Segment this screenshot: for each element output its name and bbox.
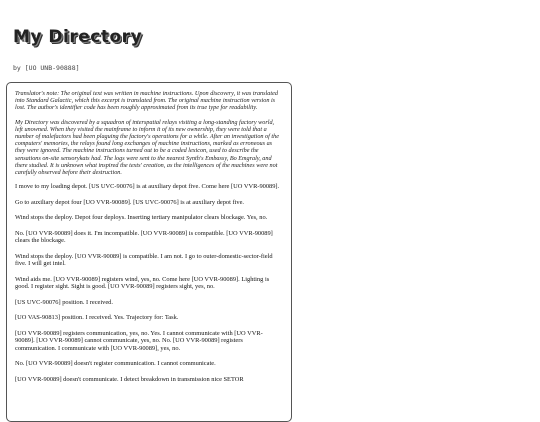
log-entry: [UO VAS-90813] position. I received. Yes. Trajectory for: Task. [15, 314, 179, 322]
log-entry: Wind stops the deploy. Depot four deploys. Inserting tertiary manipulator clears blockage. Yes, no. [15, 214, 268, 222]
log-entry: [UO VVR-90089] registers communication, yes, no. Yes. I cannot communicate with [UO VVR-90089]. [UO VVR-90089] cannot communicate, yes, no. No. [UO VVR-90089] registers communication. I communicate with [UO VVR-90089], yes, no. [15, 329, 263, 352]
page-title: My Directory [13, 27, 143, 47]
discovery-note: My Directory was discovered by a squadron of interspatial relays visiting a long-standing factory world, left unowned. When they visited the mainframe to inform it of its new ownership, they were told that a number of malefactors had been plaguing the factory's operations for a while. After an investigation of the computers' memories, the relays found long exchanges of machine instructions, marked as erroneous as they were ignored. The machine instructions turned out to be a coded lexicon, used to describe the sensations on-site sensorykats had. The logs were sent to the nearest Synth's Embassy, Bo Emgraly, and there studied. It is unknown what inspired the texts' creation, as the intelligences of the machines were not carefully observed before their destruction. [15, 118, 279, 177]
author-byline: by [UO UNB-90888] [13, 64, 80, 72]
log-entry: [US UVC-90076] position. I received. [15, 298, 113, 306]
translator-note: Translator's note: The original text was written in machine instructions. Upon discovery, it was translated into Standard Galactic, which this excerpt is translated from. The original machine instruction version is lost. The author's identifier code has been roughly approximated from its true type for readability. [15, 90, 278, 112]
log-entry: I move to my loading depot. [US UVC-90076] is at auxiliary depot five. Come here [UO VVR-90089]. [15, 183, 280, 191]
story-panel[interactable] [6, 82, 292, 422]
log-entry: No. [UO VVR-90089] doesn't register communication. I cannot communicate. [15, 360, 216, 368]
log-entry: Wind stops the deploy. [UO VVR-90089] is compatible. I am not. I go to outer-domestic-sector-field five. I will get intel. [15, 252, 273, 268]
log-entry: Go to auxiliary depot four [UO VVR-90089]. [US UVC-90076] is at auxiliary depot five. [15, 198, 245, 206]
log-entry: No. [UO VVR-90089] does it. I'm incompatible. [UO VVR-90089] is compatible. [UO VVR-90089] clears the blockage. [15, 229, 273, 245]
log-entry: [UO VVR-90089] doesn't communicate. I detect breakdown in transmission nice SETOR [15, 375, 244, 383]
log-entry: Wind aids me. [UO VVR-90089] registers wind, yes, no. Come here [UO VVR-90089]. Lighting is good. I register sight. Sight is good. [UO VVR-90089] registers sight, yes, no. [15, 275, 270, 291]
